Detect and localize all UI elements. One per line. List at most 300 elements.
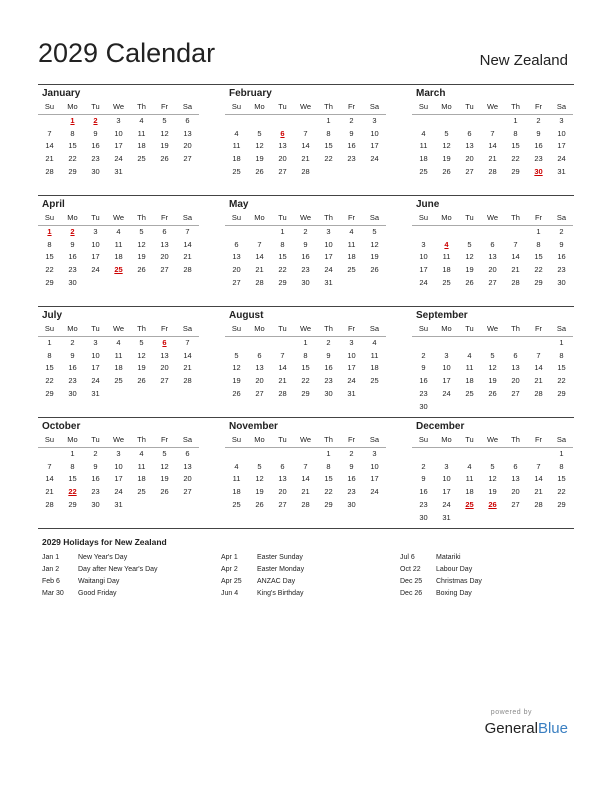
empty-day-cell bbox=[84, 277, 107, 290]
empty-day-cell bbox=[458, 115, 481, 128]
month-name: July bbox=[42, 310, 63, 321]
holiday-date: Jun 4 bbox=[221, 590, 239, 597]
day-cell: 19 bbox=[160, 474, 169, 484]
holiday-name: Christmas Day bbox=[436, 578, 482, 585]
holiday-day-cell: 25 bbox=[114, 265, 123, 275]
day-cell: 8 bbox=[559, 461, 564, 471]
day-cell: 4 bbox=[234, 461, 239, 471]
day-cell: 14 bbox=[534, 474, 543, 484]
weekday-label: Fr bbox=[347, 102, 356, 111]
day-cell: 26 bbox=[370, 265, 379, 275]
weekday-label: Su bbox=[231, 435, 242, 444]
weekday-header bbox=[412, 101, 573, 115]
week-row bbox=[412, 226, 573, 239]
day-cell: 6 bbox=[513, 350, 518, 360]
day-cell: 1 bbox=[559, 337, 564, 347]
empty-day-cell bbox=[481, 401, 504, 414]
empty-day-cell bbox=[458, 512, 481, 525]
day-cell: 20 bbox=[183, 141, 192, 151]
day-cell: 5 bbox=[162, 448, 167, 458]
day-cell: 17 bbox=[114, 474, 123, 484]
day-cell: 21 bbox=[255, 265, 264, 275]
day-cell: 27 bbox=[511, 388, 520, 398]
weekday-label: Tu bbox=[465, 213, 474, 222]
day-cell: 22 bbox=[278, 265, 287, 275]
weekday-label: Sa bbox=[556, 102, 567, 111]
empty-day-cell bbox=[458, 448, 481, 461]
day-cell: 18 bbox=[232, 487, 241, 497]
weekday-label: Tu bbox=[465, 102, 474, 111]
day-cell: 28 bbox=[278, 388, 287, 398]
powered-by-text: powered by bbox=[490, 709, 532, 716]
day-cell: 18 bbox=[114, 363, 123, 373]
weekday-label: Fr bbox=[534, 213, 543, 222]
weekday-header bbox=[38, 101, 199, 115]
holiday-name: King's Birthday bbox=[257, 590, 304, 597]
holiday-date: Apr 1 bbox=[221, 554, 238, 561]
day-cell: 26 bbox=[465, 277, 474, 287]
weekday-label: Sa bbox=[182, 102, 193, 111]
week-row bbox=[225, 153, 386, 166]
empty-day-cell bbox=[130, 499, 153, 512]
weekday-label: Mo bbox=[441, 324, 452, 333]
day-cell: 16 bbox=[347, 141, 356, 151]
week-row bbox=[225, 375, 386, 388]
empty-day-cell bbox=[225, 448, 248, 461]
day-cell: 20 bbox=[488, 265, 497, 275]
holiday-date: Dec 25 bbox=[400, 578, 423, 585]
day-cell: 10 bbox=[91, 350, 100, 360]
weekday-label: Fr bbox=[160, 435, 169, 444]
empty-day-cell bbox=[363, 277, 386, 290]
day-cell: 21 bbox=[278, 376, 287, 386]
day-cell: 3 bbox=[444, 461, 449, 471]
empty-day-cell bbox=[248, 115, 271, 128]
day-cell: 7 bbox=[303, 461, 308, 471]
day-cell: 25 bbox=[370, 376, 379, 386]
day-cell: 13 bbox=[488, 252, 497, 262]
day-cell: 19 bbox=[255, 487, 264, 497]
week-row bbox=[412, 153, 573, 166]
day-cell: 19 bbox=[160, 141, 169, 151]
weekday-label: Th bbox=[511, 213, 520, 222]
day-cell: 14 bbox=[183, 239, 192, 249]
weekday-label: Fr bbox=[347, 324, 356, 333]
holiday-date: Dec 26 bbox=[400, 590, 423, 597]
empty-day-cell bbox=[527, 448, 550, 461]
empty-day-cell bbox=[458, 226, 481, 239]
empty-day-cell bbox=[38, 115, 61, 128]
day-cell: 16 bbox=[91, 474, 100, 484]
day-cell: 31 bbox=[442, 512, 451, 522]
day-cell: 20 bbox=[511, 487, 520, 497]
day-cell: 27 bbox=[278, 166, 287, 176]
day-cell: 16 bbox=[68, 252, 77, 262]
day-cell: 24 bbox=[114, 154, 123, 164]
holiday-date: Jan 2 bbox=[42, 566, 60, 573]
empty-day-cell bbox=[225, 115, 248, 128]
day-cell: 6 bbox=[162, 226, 167, 236]
holiday-day-cell: 1 bbox=[47, 226, 52, 236]
day-cell: 27 bbox=[511, 499, 520, 509]
day-cell: 8 bbox=[326, 461, 331, 471]
week-row bbox=[38, 239, 199, 252]
day-cell: 11 bbox=[442, 252, 451, 262]
month-name: August bbox=[229, 310, 264, 321]
empty-day-cell bbox=[363, 499, 386, 512]
weekday-label: Th bbox=[324, 102, 333, 111]
day-cell: 9 bbox=[349, 461, 354, 471]
week-row bbox=[38, 153, 199, 166]
day-cell: 18 bbox=[114, 252, 123, 262]
week-row bbox=[225, 226, 386, 239]
day-cell: 15 bbox=[68, 141, 77, 151]
empty-day-cell bbox=[294, 115, 317, 128]
day-cell: 17 bbox=[557, 141, 566, 151]
weekday-label: Tu bbox=[91, 213, 100, 222]
weekday-label: Th bbox=[324, 213, 333, 222]
day-cell: 14 bbox=[488, 141, 497, 151]
empty-day-cell bbox=[550, 512, 573, 525]
day-cell: 23 bbox=[301, 265, 310, 275]
day-cell: 23 bbox=[557, 265, 566, 275]
day-cell: 12 bbox=[160, 461, 169, 471]
day-cell: 7 bbox=[185, 226, 190, 236]
weekday-label: Tu bbox=[278, 324, 287, 333]
day-cell: 26 bbox=[442, 166, 451, 176]
day-cell: 25 bbox=[347, 265, 356, 275]
day-cell: 7 bbox=[303, 128, 308, 138]
day-cell: 20 bbox=[183, 474, 192, 484]
weekday-label: Su bbox=[44, 102, 55, 111]
weekday-header bbox=[38, 434, 199, 448]
day-cell: 6 bbox=[185, 115, 190, 125]
day-cell: 12 bbox=[442, 141, 451, 151]
empty-day-cell bbox=[153, 499, 176, 512]
day-cell: 19 bbox=[370, 252, 379, 262]
day-cell: 12 bbox=[137, 350, 146, 360]
day-cell: 22 bbox=[324, 487, 333, 497]
empty-day-cell bbox=[294, 448, 317, 461]
empty-day-cell bbox=[363, 166, 386, 179]
day-cell: 14 bbox=[45, 474, 54, 484]
week-row bbox=[38, 350, 199, 363]
day-cell: 13 bbox=[278, 474, 287, 484]
weekday-label: Su bbox=[231, 324, 242, 333]
day-cell: 17 bbox=[91, 252, 100, 262]
week-row bbox=[412, 375, 573, 388]
holiday-name: Easter Monday bbox=[257, 566, 305, 573]
day-cell: 26 bbox=[255, 499, 264, 509]
day-cell: 11 bbox=[370, 350, 379, 360]
day-cell: 30 bbox=[419, 401, 428, 411]
day-cell: 21 bbox=[534, 376, 543, 386]
day-cell: 22 bbox=[557, 487, 566, 497]
weekday-label: Th bbox=[137, 213, 146, 222]
day-cell: 11 bbox=[465, 474, 474, 484]
day-cell: 3 bbox=[349, 337, 354, 347]
day-cell: 9 bbox=[326, 350, 331, 360]
holiday-day-cell: 22 bbox=[68, 487, 77, 497]
holiday-date: Feb 6 bbox=[42, 578, 60, 585]
empty-day-cell bbox=[412, 115, 435, 128]
day-cell: 10 bbox=[419, 252, 428, 262]
brand-logo[interactable] bbox=[485, 720, 568, 737]
week-row bbox=[412, 461, 573, 474]
holiday-item bbox=[400, 552, 570, 564]
month-name: December bbox=[416, 421, 465, 432]
weekday-label: Tu bbox=[278, 213, 287, 222]
month-name: June bbox=[416, 199, 440, 210]
weekday-label: Mo bbox=[441, 102, 452, 111]
day-cell: 9 bbox=[559, 239, 564, 249]
empty-day-cell bbox=[527, 337, 550, 350]
weekday-label: We bbox=[112, 435, 125, 444]
empty-day-cell bbox=[130, 277, 153, 290]
day-cell: 23 bbox=[347, 154, 356, 164]
day-cell: 1 bbox=[47, 337, 52, 347]
day-cell: 13 bbox=[183, 461, 192, 471]
weekday-label: Fr bbox=[534, 435, 543, 444]
day-cell: 7 bbox=[257, 239, 262, 249]
day-cell: 21 bbox=[45, 487, 54, 497]
day-cell: 6 bbox=[513, 461, 518, 471]
day-cell: 16 bbox=[534, 141, 543, 151]
day-cell: 28 bbox=[183, 265, 192, 275]
day-cell: 26 bbox=[232, 388, 241, 398]
day-cell: 21 bbox=[183, 363, 192, 373]
week-row bbox=[225, 461, 386, 474]
empty-day-cell bbox=[271, 448, 294, 461]
day-cell: 16 bbox=[301, 252, 310, 262]
day-cell: 14 bbox=[278, 363, 287, 373]
weekday-label: Mo bbox=[67, 435, 78, 444]
day-cell: 13 bbox=[183, 128, 192, 138]
day-cell: 29 bbox=[557, 388, 566, 398]
week-row bbox=[225, 115, 386, 128]
day-cell: 3 bbox=[372, 448, 377, 458]
day-cell: 14 bbox=[301, 474, 310, 484]
quarter-row bbox=[38, 195, 574, 306]
holiday-date: Jan 1 bbox=[42, 554, 60, 561]
empty-day-cell bbox=[153, 166, 176, 179]
week-row bbox=[412, 388, 573, 401]
day-cell: 27 bbox=[183, 154, 192, 164]
empty-day-cell bbox=[412, 226, 435, 239]
day-cell: 31 bbox=[324, 277, 333, 287]
day-cell: 3 bbox=[372, 115, 377, 125]
day-cell: 28 bbox=[511, 277, 520, 287]
weekday-label: Sa bbox=[369, 102, 380, 111]
day-cell: 2 bbox=[349, 448, 354, 458]
day-cell: 9 bbox=[93, 461, 98, 471]
day-cell: 20 bbox=[160, 363, 169, 373]
week-row bbox=[38, 277, 199, 290]
weekday-label: Su bbox=[418, 102, 429, 111]
day-cell: 2 bbox=[70, 337, 75, 347]
day-cell: 15 bbox=[511, 141, 520, 151]
day-cell: 13 bbox=[160, 350, 169, 360]
day-cell: 1 bbox=[536, 226, 541, 236]
day-cell: 20 bbox=[232, 265, 241, 275]
day-cell: 31 bbox=[114, 499, 123, 509]
day-cell: 15 bbox=[278, 252, 287, 262]
day-cell: 15 bbox=[324, 141, 333, 151]
day-cell: 8 bbox=[47, 239, 52, 249]
day-cell: 30 bbox=[419, 512, 428, 522]
day-cell: 20 bbox=[511, 376, 520, 386]
day-cell: 1 bbox=[70, 448, 75, 458]
day-cell: 3 bbox=[326, 226, 331, 236]
day-cell: 27 bbox=[160, 265, 169, 275]
day-cell: 1 bbox=[303, 337, 308, 347]
day-cell: 22 bbox=[557, 376, 566, 386]
weekday-label: Fr bbox=[160, 213, 169, 222]
month-december bbox=[412, 418, 573, 525]
day-cell: 28 bbox=[45, 499, 54, 509]
day-cell: 13 bbox=[465, 141, 474, 151]
empty-day-cell bbox=[435, 448, 458, 461]
day-cell: 28 bbox=[45, 166, 54, 176]
day-cell: 29 bbox=[534, 277, 543, 287]
day-cell: 30 bbox=[68, 277, 77, 287]
day-cell: 30 bbox=[91, 166, 100, 176]
weekday-label: Su bbox=[44, 324, 55, 333]
month-february bbox=[225, 85, 386, 179]
day-cell: 27 bbox=[255, 388, 264, 398]
day-cell: 18 bbox=[137, 141, 146, 151]
empty-day-cell bbox=[271, 337, 294, 350]
day-cell: 25 bbox=[442, 277, 451, 287]
weekday-label: Sa bbox=[556, 213, 567, 222]
holiday-date: Jul 6 bbox=[400, 554, 415, 561]
day-cell: 23 bbox=[324, 376, 333, 386]
holiday-item bbox=[400, 576, 570, 588]
weekday-label: Sa bbox=[369, 435, 380, 444]
day-cell: 4 bbox=[234, 128, 239, 138]
empty-day-cell bbox=[176, 277, 199, 290]
weekday-header bbox=[225, 434, 386, 448]
month-name: March bbox=[416, 88, 446, 99]
holiday-day-cell: 6 bbox=[162, 337, 167, 347]
day-cell: 16 bbox=[68, 363, 77, 373]
day-cell: 6 bbox=[280, 461, 285, 471]
weekday-label: Mo bbox=[67, 102, 78, 111]
empty-day-cell bbox=[504, 448, 527, 461]
day-cell: 9 bbox=[303, 239, 308, 249]
holidays-column bbox=[400, 552, 570, 600]
holiday-name: Easter Sunday bbox=[257, 554, 303, 561]
weekday-label: We bbox=[486, 102, 499, 111]
day-cell: 21 bbox=[534, 487, 543, 497]
day-cell: 12 bbox=[255, 474, 264, 484]
day-cell: 10 bbox=[442, 474, 451, 484]
week-row bbox=[225, 251, 386, 264]
day-cell: 28 bbox=[183, 376, 192, 386]
day-cell: 11 bbox=[465, 363, 474, 373]
day-cell: 6 bbox=[185, 448, 190, 458]
day-cell: 14 bbox=[511, 252, 520, 262]
week-row bbox=[412, 264, 573, 277]
weekday-label: Fr bbox=[534, 324, 543, 333]
day-cell: 27 bbox=[488, 277, 497, 287]
empty-day-cell bbox=[153, 388, 176, 401]
day-cell: 21 bbox=[301, 487, 310, 497]
day-cell: 4 bbox=[467, 461, 472, 471]
day-cell: 26 bbox=[160, 487, 169, 497]
day-cell: 26 bbox=[255, 166, 264, 176]
weekday-header bbox=[38, 212, 199, 226]
weekday-label: Mo bbox=[254, 213, 265, 222]
weekday-label: Su bbox=[418, 435, 429, 444]
day-cell: 3 bbox=[116, 448, 121, 458]
day-cell: 4 bbox=[116, 226, 121, 236]
day-cell: 13 bbox=[232, 252, 241, 262]
day-cell: 2 bbox=[421, 461, 426, 471]
day-cell: 12 bbox=[160, 128, 169, 138]
day-cell: 5 bbox=[490, 350, 495, 360]
weekday-label: Su bbox=[44, 213, 55, 222]
day-cell: 4 bbox=[139, 448, 144, 458]
day-cell: 25 bbox=[419, 166, 428, 176]
day-cell: 5 bbox=[257, 128, 262, 138]
day-cell: 13 bbox=[255, 363, 264, 373]
day-cell: 19 bbox=[465, 265, 474, 275]
week-row bbox=[412, 337, 573, 350]
day-cell: 25 bbox=[137, 154, 146, 164]
day-cell: 19 bbox=[255, 154, 264, 164]
weekday-header bbox=[225, 212, 386, 226]
month-name: January bbox=[42, 88, 81, 99]
holiday-date: Apr 25 bbox=[221, 578, 242, 585]
month-may bbox=[225, 196, 386, 290]
month-april bbox=[38, 196, 199, 290]
weekday-label: Mo bbox=[254, 324, 265, 333]
day-cell: 7 bbox=[47, 128, 52, 138]
day-cell: 24 bbox=[324, 265, 333, 275]
week-row bbox=[38, 486, 199, 499]
day-cell: 29 bbox=[278, 277, 287, 287]
day-cell: 12 bbox=[488, 363, 497, 373]
holiday-item bbox=[221, 588, 391, 600]
holiday-item bbox=[42, 564, 212, 576]
day-cell: 8 bbox=[303, 350, 308, 360]
quarter-row bbox=[38, 306, 574, 417]
empty-day-cell bbox=[504, 401, 527, 414]
week-row bbox=[38, 264, 199, 277]
week-row bbox=[38, 448, 199, 461]
day-cell: 28 bbox=[255, 277, 264, 287]
weekday-label: Th bbox=[511, 324, 520, 333]
weekday-label: We bbox=[299, 102, 312, 111]
day-cell: 15 bbox=[534, 252, 543, 262]
day-cell: 2 bbox=[349, 115, 354, 125]
day-cell: 11 bbox=[137, 461, 146, 471]
day-cell: 19 bbox=[488, 487, 497, 497]
day-cell: 11 bbox=[114, 350, 123, 360]
day-cell: 12 bbox=[370, 239, 379, 249]
weekday-label: Th bbox=[511, 435, 520, 444]
weekday-label: Tu bbox=[278, 102, 287, 111]
weekday-label: We bbox=[486, 435, 499, 444]
weekday-label: Fr bbox=[347, 435, 356, 444]
holidays-title: 2029 Holidays for New Zealand bbox=[42, 537, 167, 547]
day-cell: 1 bbox=[326, 115, 331, 125]
weekday-label: Th bbox=[324, 435, 333, 444]
day-cell: 3 bbox=[421, 239, 426, 249]
holiday-item bbox=[42, 576, 212, 588]
week-row bbox=[225, 499, 386, 512]
